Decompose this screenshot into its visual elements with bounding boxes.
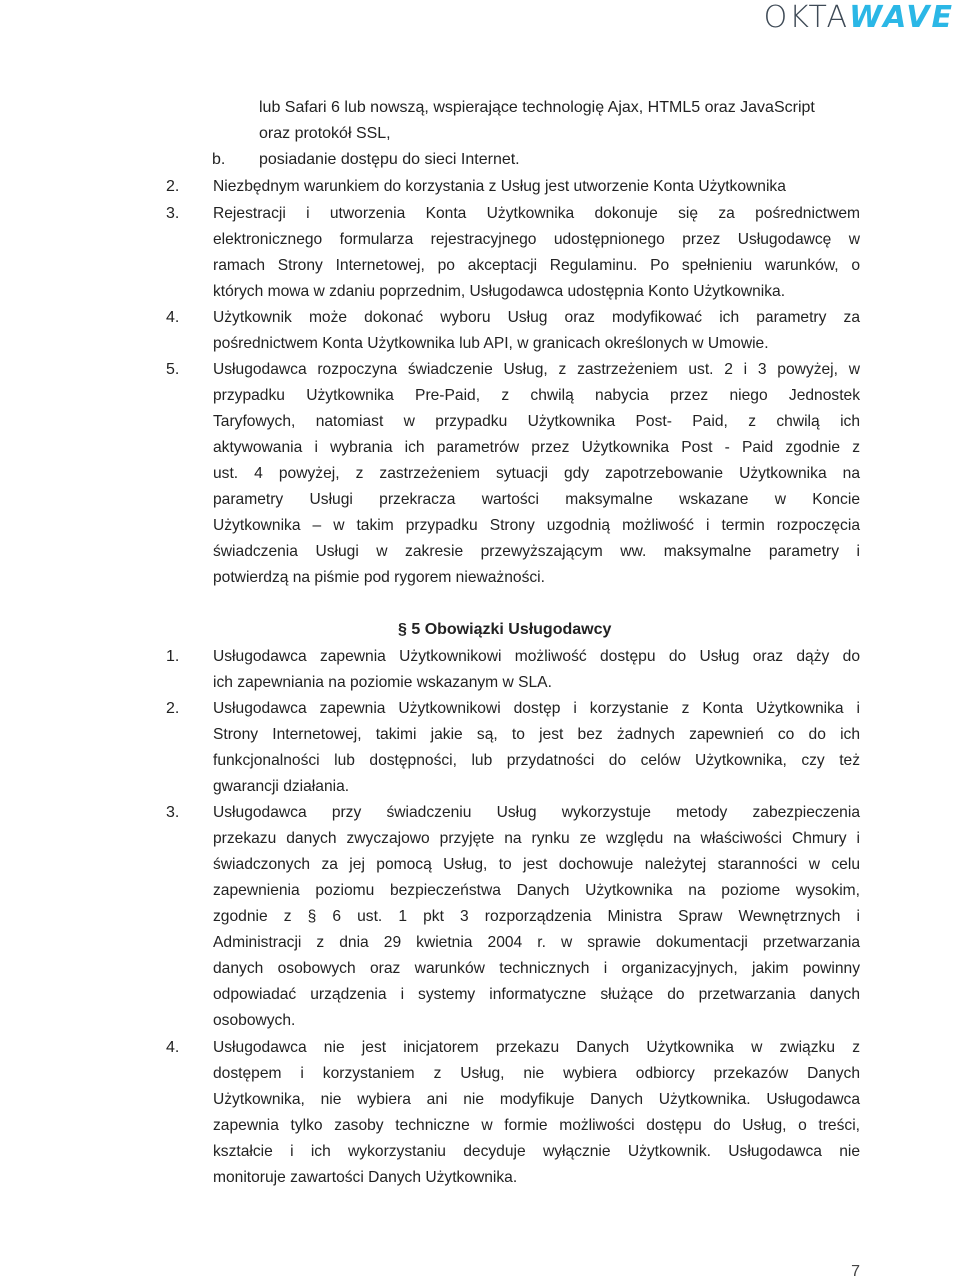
list-number: 5.	[166, 361, 180, 378]
paragraph-line: których mowa w zdaniu poprzednim, Usługodawca udostępnia Konto Użytkownika.	[213, 283, 786, 300]
paragraph-line: zapewnienia poziomu bezpieczeństwa Danych Użytkownika na poziome wysokim,	[213, 882, 860, 899]
paragraph-line: danych osobowych oraz warunków technicznych i organizacyjnych, jakim powinny	[213, 960, 860, 977]
intro-line: lub Safari 6 lub nowszą, wspierające technologię Ajax, HTML5 oraz JavaScript	[259, 99, 815, 116]
paragraph-line: Administracji z dnia 29 kwietnia 2004 r. w sprawie dokumentacji przetwarzania	[213, 934, 860, 951]
paragraph-line: Użytkownik może dokonać wyboru Usług oraz modyfikować ich parametry za	[213, 309, 860, 326]
item-b-text: posiadanie dostępu do sieci Internet.	[259, 151, 520, 168]
list-number: 4.	[166, 309, 180, 326]
logo-text-okta: OKTA	[763, 0, 850, 35]
paragraph-line: Użytkownika, nie wybiera ani nie modyfikuje Danych Użytkownika. Usługodawca	[213, 1091, 860, 1108]
paragraph-line: Strony Internetowej, takimi jakie są, to jest bez żadnych zapewnień co do ich	[213, 726, 860, 743]
paragraph-line: osobowych.	[213, 1012, 296, 1029]
paragraph-line: ich zapewniania na poziomie wskazanym w SLA.	[213, 674, 552, 691]
paragraph-line: Użytkownika – w takim przypadku Strony uzgodnią możliwość i termin rozpoczęcia	[213, 517, 860, 534]
paragraph-line: potwierdzą na piśmie pod rygorem nieważności.	[213, 569, 545, 586]
paragraph-line: Usługodawca przy świadczeniu Usług wykorzystuje metody zabezpieczenia	[213, 804, 860, 821]
page-number: 7	[851, 1263, 860, 1280]
paragraph-line: Usługodawca rozpoczyna świadczenie Usług, z zastrzeżeniem ust. 2 i 3 powyżej, w	[213, 361, 860, 378]
paragraph-line: aktywowania i wybrania ich parametrów przez Użytkownika Post - Paid zgodnie z	[213, 439, 860, 456]
paragraph-line: ust. 4 powyżej, z zastrzeżeniem sytuacji gdy zapotrzebowanie Użytkownika na	[213, 465, 860, 482]
list-number: 2.	[166, 700, 180, 717]
section-heading: § 5 Obowiązki Usługodawcy	[398, 621, 612, 638]
paragraph-line: odpowiadać urządzenia i systemy informatyczne służące do przetwarzania danych	[213, 986, 860, 1003]
item-b-label: b.	[212, 151, 226, 168]
paragraph-line: funkcjonalności lub dostępności, lub przydatności do celów Użytkownika, czy też	[213, 752, 860, 769]
paragraph-line: Usługodawca nie jest inicjatorem przekazu Danych Użytkownika w związku z	[213, 1039, 860, 1056]
list-number: 3.	[166, 205, 180, 222]
paragraph-line: Rejestracji i utworzenia Konta Użytkownika dokonuje się za pośrednictwem	[213, 205, 860, 222]
paragraph-line: Usługodawca zapewnia Użytkownikowi możliwość dostępu do Usług oraz dąży do	[213, 648, 860, 665]
paragraph-line: Usługodawca zapewnia Użytkownikowi dostęp i korzystanie z Konta Użytkownika i	[213, 700, 860, 717]
list-number: 2.	[166, 178, 180, 195]
paragraph-line: świadczenia Usługi w zakresie przewyższającym ww. maksymalne parametry i	[213, 543, 860, 560]
list-number: 4.	[166, 1039, 180, 1056]
paragraph-line: przekazu danych zwyczajowo przyjęte na rynku ze względu na właściwości Chmury i	[213, 830, 860, 847]
paragraph-line: zgodnie z § 6 ust. 1 pkt 3 rozporządzenia Ministra Spraw Wewnętrznych i	[213, 908, 860, 925]
paragraph-line: elektronicznego formularza rejestracyjnego udostępnionego przez Usługodawcę w	[213, 231, 860, 248]
paragraph-line: pośrednictwem Konta Użytkownika lub API, w granicach określonych w Umowie.	[213, 335, 769, 352]
paragraph-line: parametry Usługi przekracza wartości maksymalne wskazane w Koncie	[213, 491, 860, 508]
oktawave-logo	[764, 0, 954, 34]
paragraph-line: zapewnia tylko zasoby techniczne w formie możliwości dostępu do Usług, o treści,	[213, 1117, 860, 1134]
paragraph-line: kształcie i ich wykorzystaniu decyduje wyłącznie Użytkownik. Usługodawca nie	[213, 1143, 860, 1160]
paragraph-line: przypadku Użytkownika Pre-Paid, z chwilą nabycia przez niego Jednostek	[213, 387, 860, 404]
paragraph-line: świadczonych za jej pomocą Usług, to jest dochowuje należytej staranności w celu	[213, 856, 860, 873]
list-number: 1.	[166, 648, 180, 665]
list-number: 3.	[166, 804, 180, 821]
paragraph-line: Taryfowych, natomiast w przypadku Użytkownika Post- Paid, z chwilą ich	[213, 413, 860, 430]
paragraph-line: monitoruje zawartości Danych Użytkownika.	[213, 1169, 518, 1186]
paragraph-line: Niezbędnym warunkiem do korzystania z Usług jest utworzenie Konta Użytkownika	[213, 178, 786, 195]
paragraph-line: ramach Strony Internetowej, po akceptacji Regulaminu. Po spełnieniu warunków, o	[213, 257, 860, 274]
paragraph-line: gwarancji działania.	[213, 778, 350, 795]
paragraph-line: dostępem i korzystaniem z Usług, nie wybiera odbiorcy przekazów Danych	[213, 1065, 860, 1082]
intro-line: oraz protokół SSL,	[259, 125, 391, 142]
logo-text-wave: WAVE	[849, 0, 954, 35]
